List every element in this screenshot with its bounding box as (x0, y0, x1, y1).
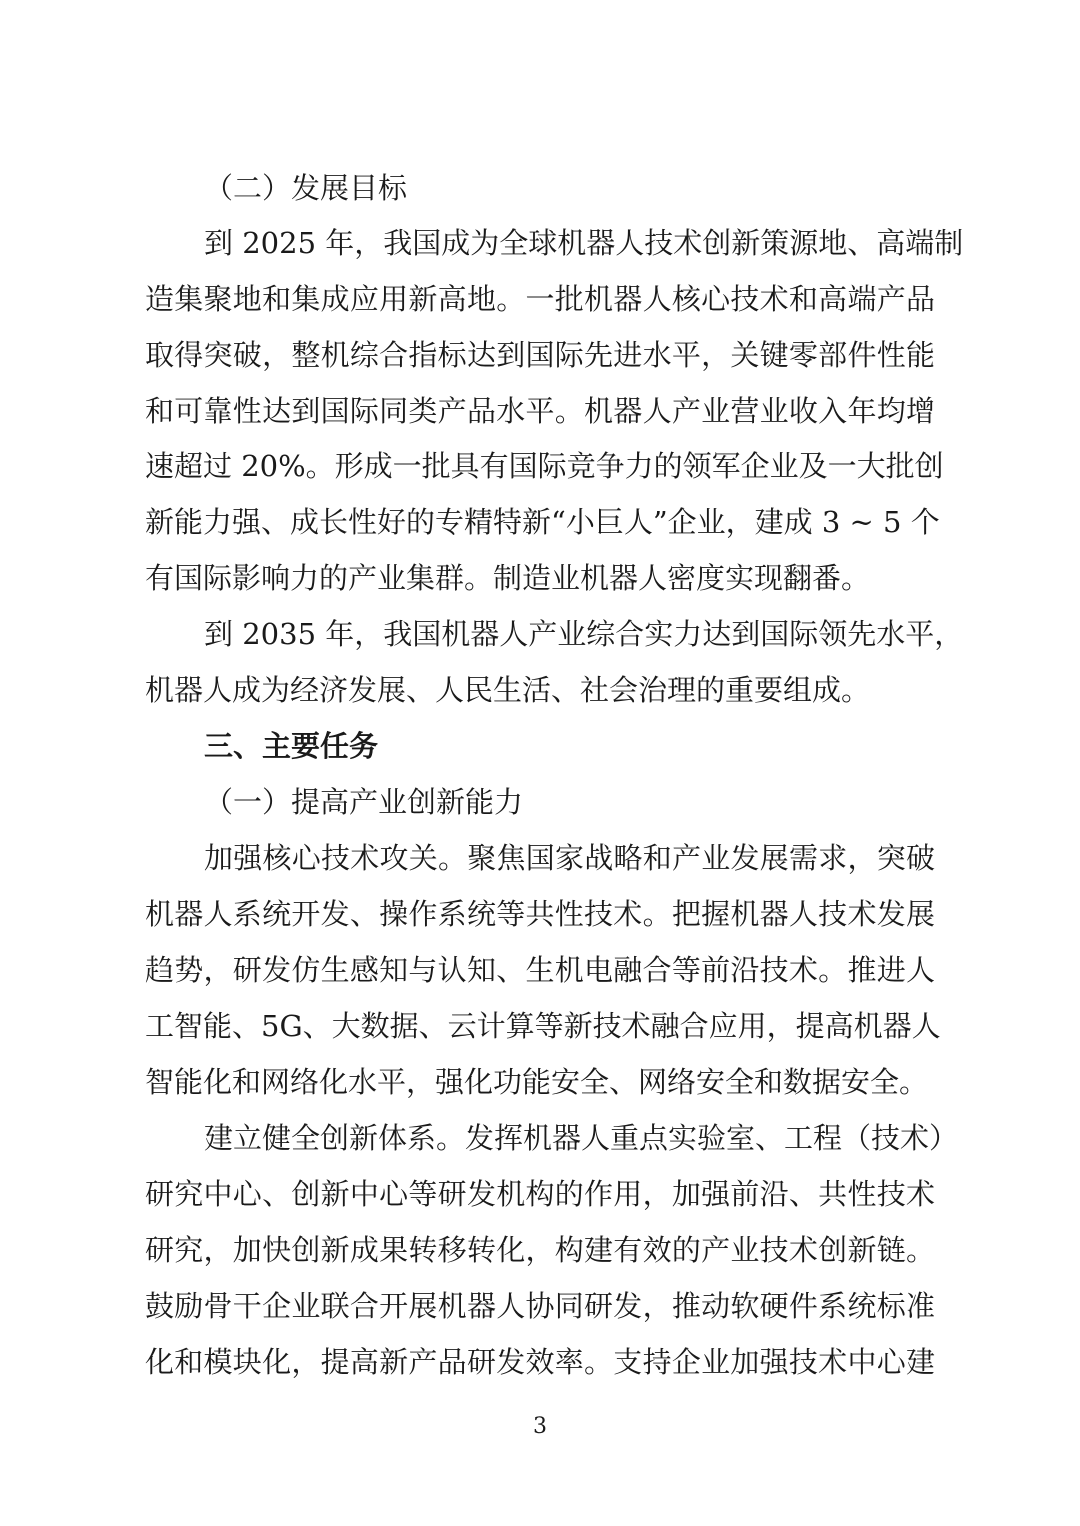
text-line: 加强核心技术攻关。聚焦国家战略和产业发展需求，突破 (204, 841, 935, 875)
text-line: 机器人成为经济发展、人民生活、社会治理的重要组成。 (145, 673, 871, 707)
text-line: 智能化和网络化水平，强化功能安全、网络安全和数据安全。 (145, 1065, 929, 1099)
text-line: 取得突破，整机综合指标达到国际先进水平，关键零部件性能 (145, 338, 935, 372)
text-line: 和可靠性达到国际同类产品水平。机器人产业营业收入年均增 (145, 394, 935, 428)
text-line: 工智能、5G、大数据、云计算等新技术融合应用，提高机器人 (145, 1009, 941, 1043)
subsection-heading-innovation: （一）提高产业创新能力 (204, 785, 524, 819)
page-number: 3 (533, 1414, 547, 1439)
text-line: 到 2035 年，我国机器人产业综合实力达到国际领先水平， (204, 617, 964, 651)
text-line: 鼓励骨干企业联合开展机器人协同研发，推动软硬件系统标准 (145, 1289, 935, 1323)
text-line: 到 2025 年，我国成为全球机器人技术创新策源地、高端制 (204, 226, 964, 260)
text-line: 机器人系统开发、操作系统等共性技术。把握机器人技术发展 (145, 897, 935, 931)
section-heading-tasks: 三、主要任务 (204, 729, 379, 763)
text-line: 造集聚地和集成应用新高地。一批机器人核心技术和高端产品 (145, 282, 935, 316)
text-line: 建立健全创新体系。发挥机器人重点实验室、工程（技术） (204, 1121, 959, 1155)
text-line: 有国际影响力的产业集群。制造业机器人密度实现翻番。 (145, 561, 871, 595)
text-line: 化和模块化，提高新产品研发效率。支持企业加强技术中心建 (145, 1345, 935, 1379)
text-line: 新能力强、成长性好的专精特新“小巨人”企业，建成 3 ~ 5 个 (145, 505, 940, 539)
text-line: 速超过 20%。形成一批具有国际竞争力的领军企业及一大批创 (145, 449, 944, 483)
text-line: 研究中心、创新中心等研发机构的作用，加强前沿、共性技术 (145, 1177, 935, 1211)
section-heading-goals: （二）发展目标 (204, 171, 408, 205)
text-line: 研究，加快创新成果转移转化，构建有效的产业技术创新链。 (145, 1233, 935, 1267)
text-line: 趋势，研发仿生感知与认知、生机电融合等前沿技术。推进人 (145, 953, 935, 987)
